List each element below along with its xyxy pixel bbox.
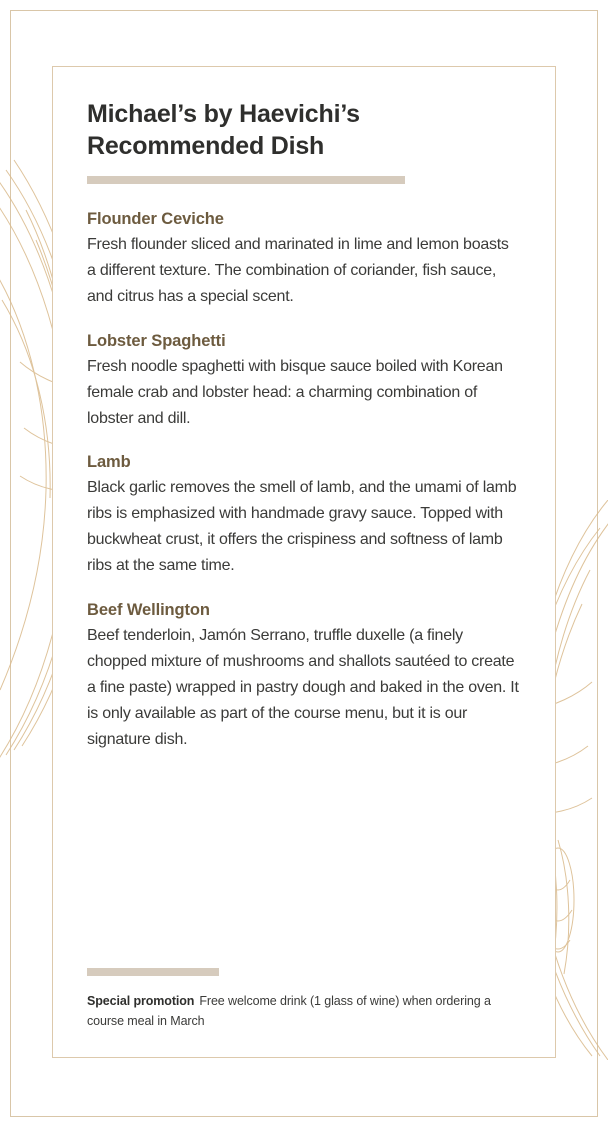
promotion-text-block — [87, 992, 521, 1031]
promotion-label: Special promotion — [87, 994, 195, 1009]
dish-description: Beef tenderloin, Jamón Serrano, truffle duxelle (a finely chopped mixture of mushrooms and shallots sautéed to create a fine paste) wrapped in pastry dough and baked in the oven. It is only available as part of the course menu, but it is our signature dish. — [87, 627, 519, 748]
dish-name: Beef Wellington — [87, 601, 210, 620]
dish-item — [87, 601, 521, 753]
recommended-dish-card — [52, 66, 556, 1058]
dish-description: Fresh flounder sliced and marinated in lime and lemon boasts a different texture. The combination of coriander, fish sauce, and citrus has a special scent. — [87, 236, 509, 305]
promotion-detail: Free welcome drink (1 glass of wine) when ordering a course meal in March — [87, 994, 491, 1028]
dish-description: Black garlic removes the smell of lamb, and the umami of lamb ribs is emphasized with handmade gravy sauce. Topped with buckwheat crust, it offers the crispiness and softness of lamb ribs at the same time. — [87, 479, 517, 575]
dish-name: Lobster Spaghetti — [87, 331, 226, 350]
dish-name: Flounder Ceviche — [87, 210, 224, 228]
page-title: Michael’s by Haevichi’s Recommended Dish — [87, 100, 360, 160]
dish-description: Fresh noodle spaghetti with bisque sauce boiled with Korean female crab and lobster head: a charming combination of lobster and dill. — [87, 357, 503, 427]
dish-name: Lamb — [87, 453, 131, 472]
dish-item — [87, 332, 521, 432]
footer-divider — [87, 968, 219, 976]
dish-item — [87, 453, 521, 579]
promotion-footer — [87, 968, 521, 1031]
dish-item — [87, 210, 521, 310]
title-divider — [87, 176, 405, 184]
